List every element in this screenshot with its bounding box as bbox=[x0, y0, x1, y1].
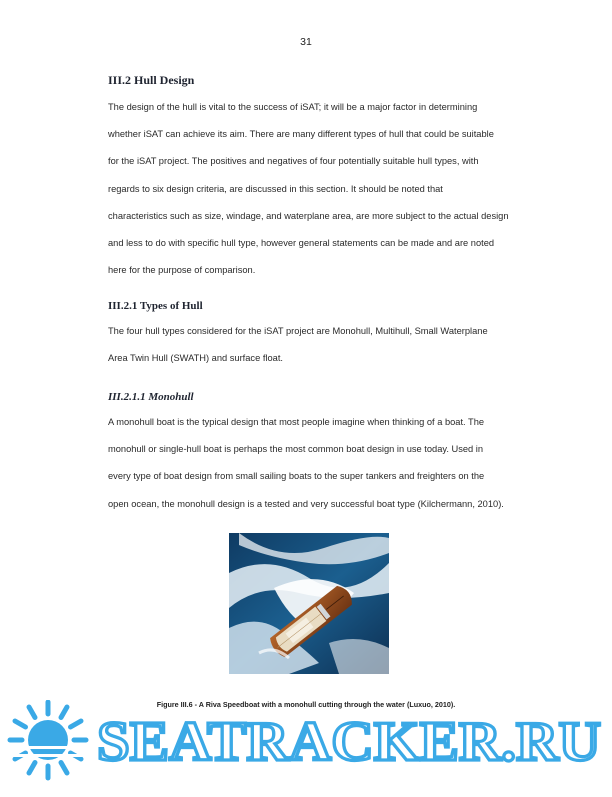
text-line: The design of the hull is vital to the success of iSAT; it will be a major factor in determining bbox=[108, 102, 478, 112]
text-line: every type of boat design from small sailing boats to the super tankers and freighters on the bbox=[108, 471, 485, 482]
text-line: characteristics such as size, windage, and waterplane area, are more subject to the actual design bbox=[108, 210, 509, 221]
text-line: here for the purpose of comparison. bbox=[108, 265, 256, 276]
text-line: whether iSAT can achieve its aim. There are many different types of hull that could be suitable bbox=[108, 129, 494, 140]
subsection-paragraph bbox=[108, 318, 548, 372]
text-line: regards to six design criteria, are discussed in this section. It should be noted that bbox=[108, 183, 443, 194]
section-intro-paragraph bbox=[108, 94, 548, 284]
page-number: 31 bbox=[300, 36, 312, 48]
text-line: and less to do with specific hull type, however general statements can be made and are noted bbox=[108, 238, 495, 249]
figure-caption: Figure III.6 - A Riva Speedboat with a monohull cutting through the water (Luxuo, 2010). bbox=[156, 700, 456, 709]
watermark-text: SEATRACKER.RU bbox=[97, 711, 601, 773]
text-line: open ocean, the monohull design is a tested and very successful boat type (Kilchermann, 2010). bbox=[108, 498, 504, 509]
text-line: Area Twin Hull (SWATH) and surface float. bbox=[108, 353, 283, 364]
text-line: The four hull types considered for the iSAT project are Monohull, Multihull, Small Waterplane bbox=[108, 326, 488, 336]
text-line: for the iSAT project. The positives and negatives of four potentially suitable hull types, with bbox=[108, 156, 479, 167]
watermark bbox=[0, 700, 612, 792]
subsection-heading: III.2.1 Types of Hull bbox=[108, 300, 203, 312]
text-line: A monohull boat is the typical design that most people imagine when thinking of a boat. The bbox=[108, 417, 485, 427]
text-line: monohull or single-hull boat is perhaps the most common boat design in use today. Used in bbox=[108, 444, 484, 455]
speedboat-photo bbox=[229, 533, 389, 674]
sun-logo-icon bbox=[8, 702, 88, 778]
section-heading: III.2 Hull Design bbox=[108, 73, 195, 87]
subsubsection-heading: III.2.1.1 Monohull bbox=[108, 391, 194, 403]
monohull-paragraph bbox=[108, 409, 548, 518]
